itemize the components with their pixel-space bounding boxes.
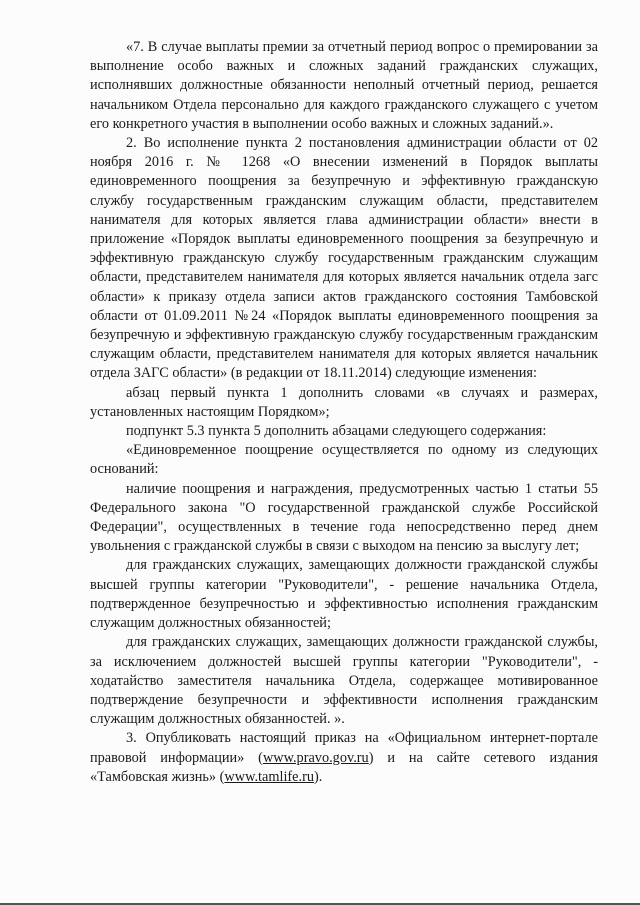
paragraph-grounds-intro: «Единовременное поощрение осуществляется по одному из следующих оснований: <box>90 442 598 478</box>
paragraph-abzac-1: абзац первый пункта 1 дополнить словами «в случаях и размерах, установленных настоящим Порядком»; <box>90 384 598 420</box>
tamlife-link[interactable]: www.tamlife.ru <box>224 768 315 785</box>
publish-text-1: 3. Опубликовать настоящий приказ на «Официальном интернет-портале правовой информации» ( <box>90 730 598 766</box>
paragraph-7-bonus: «7. В случае выплаты премии за отчетный период вопрос о премировании за выполнение особо важных и сложных заданий гражданских служащих, исполнявших должностные обязанности неполный отчетный период, решается начальником Отдела персонально для каждого гражданского служащего с учетом его конкретного участия в выполнении особо важных и сложных заданий.». <box>90 39 598 132</box>
paragraph-ground-awards: наличие поощрения и награждения, предусмотренных частью 1 статьи 55 Федерального закона "О государственной гражданской службе Российской Федерации", осуществленных в течение года непосредственно перед днем увольнения с гражданской службы в связи с выходом на пенсию за выслугу лет; <box>90 480 598 555</box>
paragraph-ground-other: для гражданских служащих, замещающих должности гражданской службы, за исключением должностей высшей группы категории "Руководители", - ходатайство заместителя начальника Отдела, содержащее мотивированное подтверждение безупречности и эффективности исполнения гражданским служащим должностных обязанностей. ». <box>90 634 598 728</box>
paragraph-2-amendments: 2. Во исполнение пункта 2 постановления администрации области от 02 ноября 2016 г. № 1268 «О внесении изменений в Порядок выплаты единовременного поощрения за безупречную и эффективную гражданскую службу государственным гражданским служащим области, представителем нанимателя для которых является глава администрации области» внести в приложение «Порядок выплаты единовременного поощрения за безупречную и эффективную гражданскую службу государственным гражданским служащим области, представителем нанимателя для которых является начальник отдела загс области» к приказу отдела записи актов гражданского состояния Тамбовской области от 01.09.2011 №24 «Порядок выплаты единовременного поощрения за безупречную и эффективную гражданскую службу государственным гражданским служащим области, представителем нанимателя для которых является начальник отдела ЗАГС области» (в редакции от 18.11.2014) следующие изменения: <box>90 135 598 382</box>
paragraph-ground-senior: для гражданских служащих, замещающих должности гражданской службы высшей группы категории "Руководители", - решение начальника Отдела, подтвержденное безупречностью и эффективностью исполнения гражданским служащим должностных обязанностей; <box>90 557 598 632</box>
publish-text-2: ) и на сайте сетевого издания «Тамбовская жизнь» ( <box>90 749 598 785</box>
document-body <box>90 38 598 787</box>
paragraph-subpoint-5-3: подпункт 5.3 пункта 5 дополнить абзацами следующего содержания: <box>126 423 547 440</box>
publish-text-3: ). <box>314 768 323 785</box>
paragraph-3-publish <box>90 729 598 787</box>
pravo-link[interactable]: www.pravo.gov.ru <box>262 749 369 766</box>
